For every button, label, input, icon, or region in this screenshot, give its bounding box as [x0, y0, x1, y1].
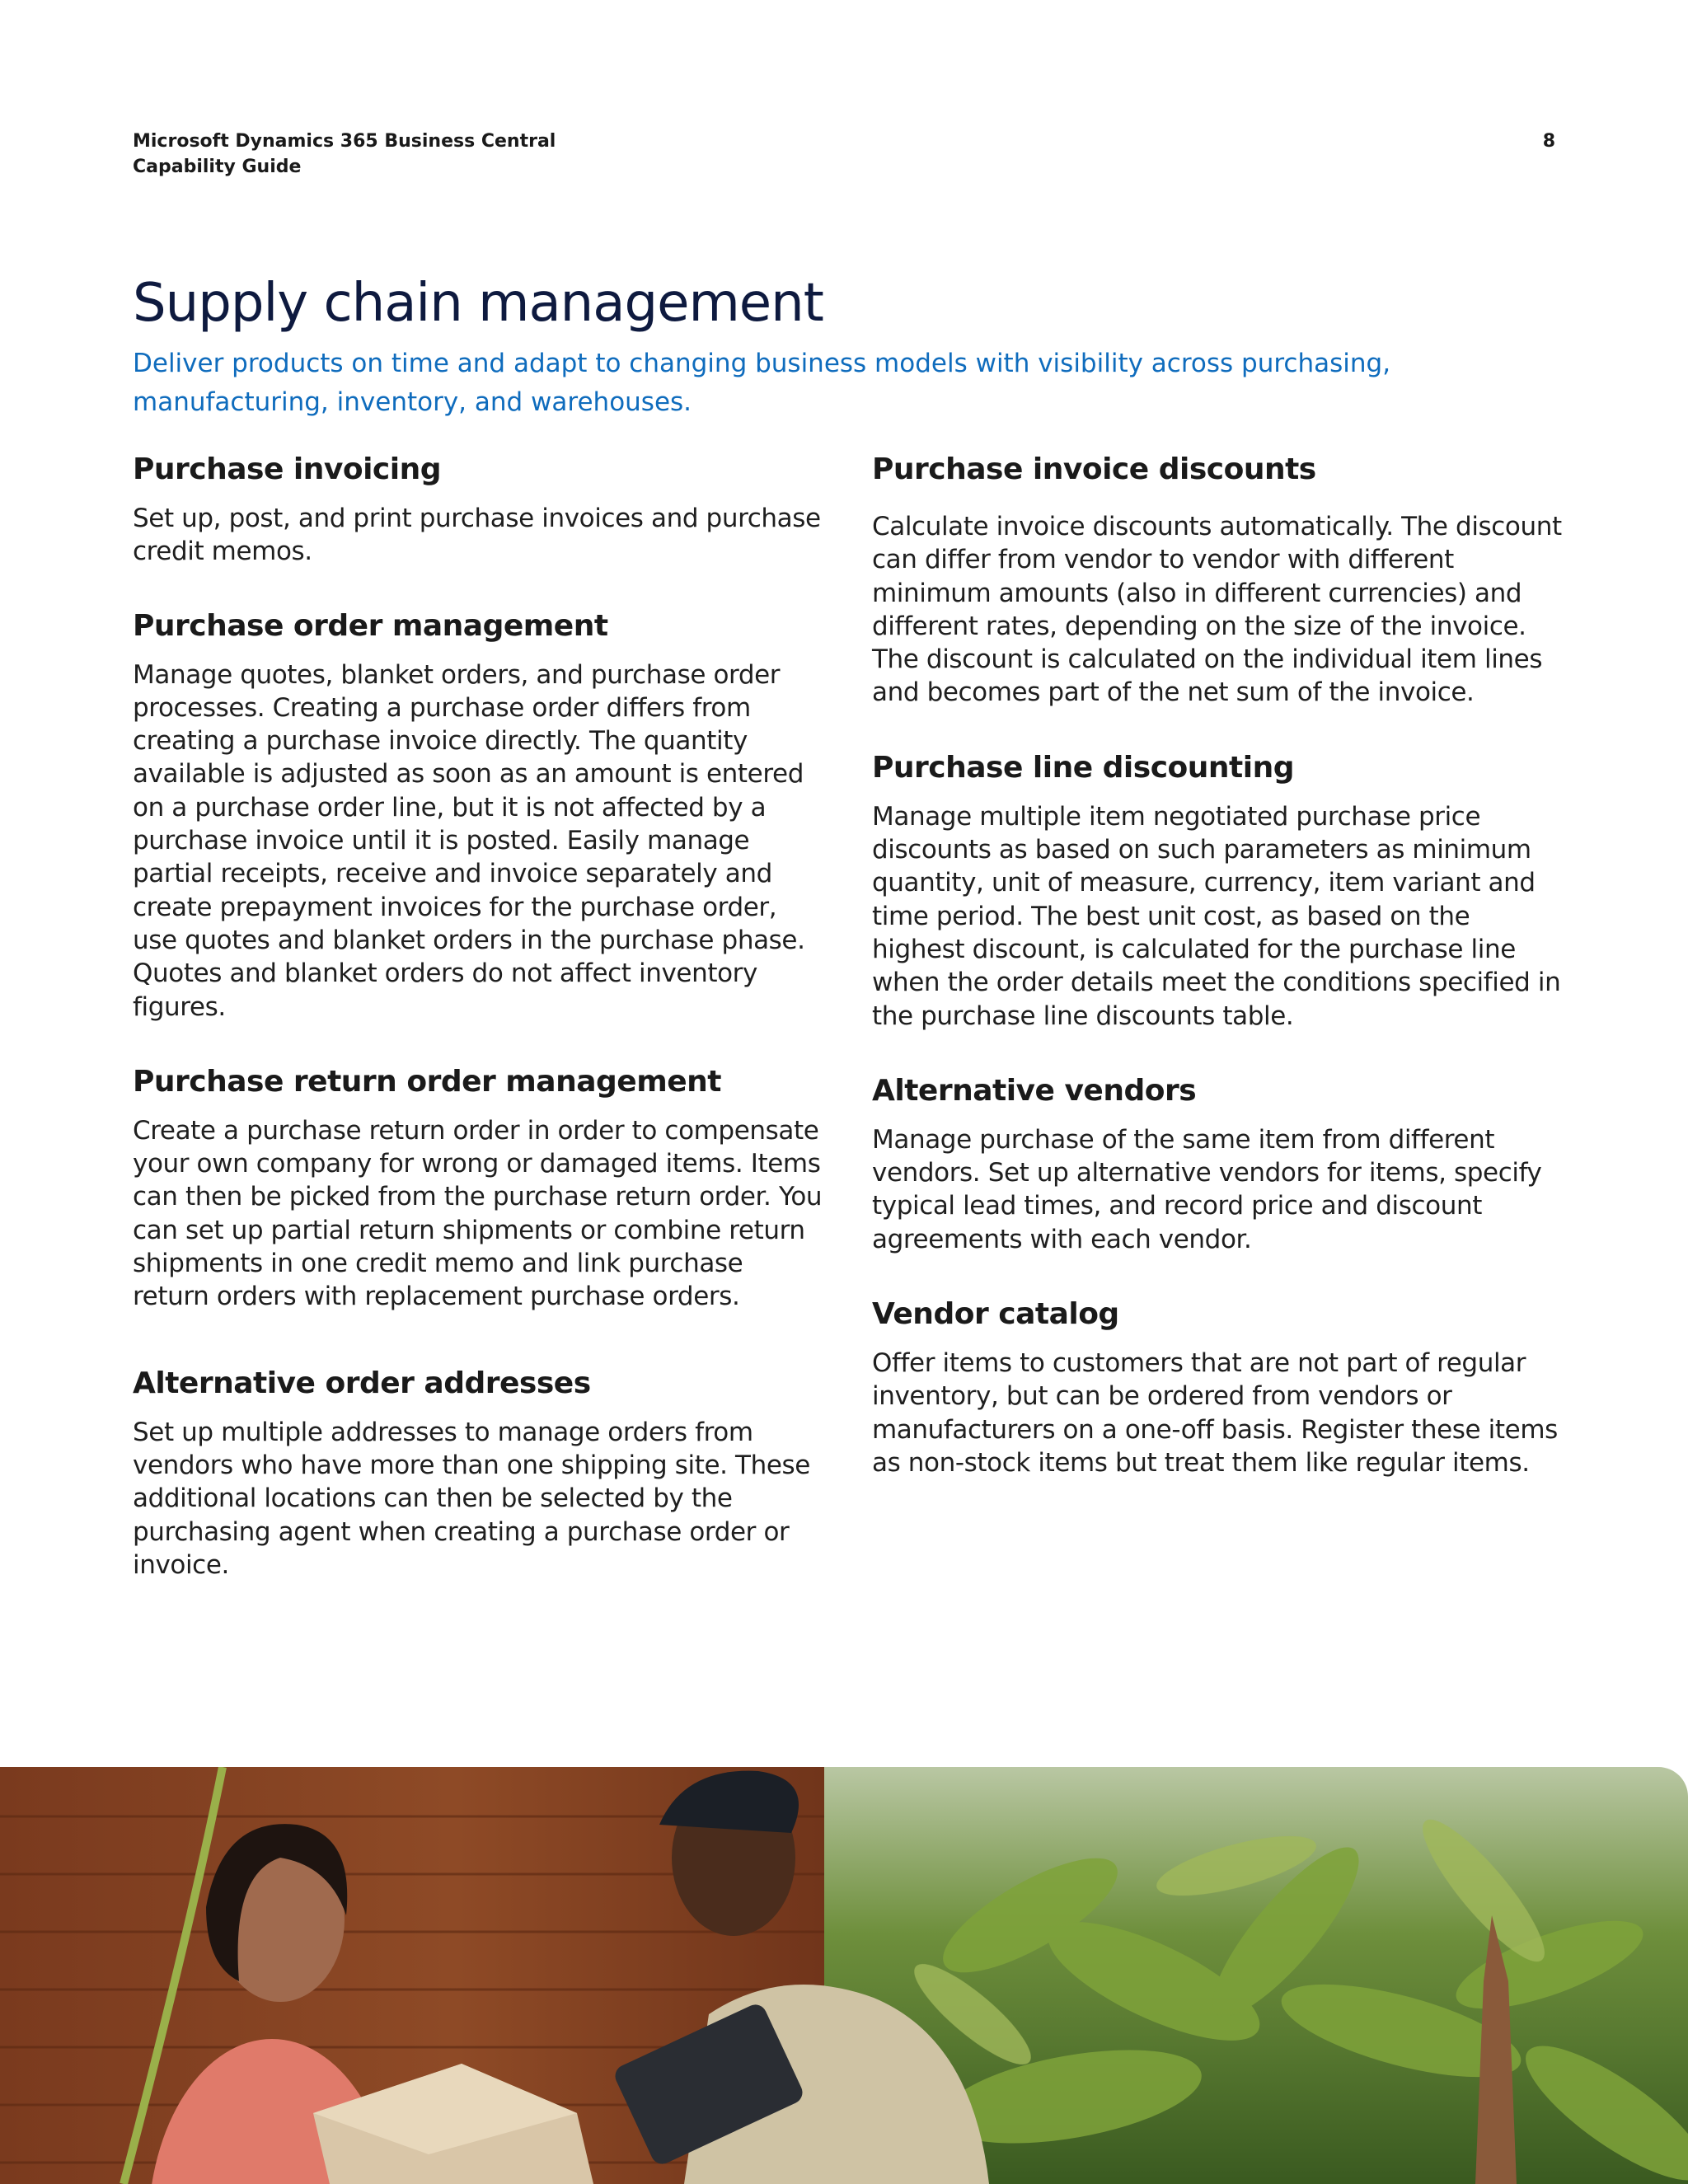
section-alternative-vendors: [872, 1071, 1564, 1256]
section-body: Set up multiple addresses to manage orders from vendors who have more than one shipping site. These additional locations can then be selected by the purchasing agent when creating a purchase order or invoice.: [133, 1417, 810, 1580]
section-purchase-invoicing: [133, 449, 825, 569]
section-alternative-order-addresses: [133, 1363, 825, 1582]
delivery-photo: [0, 1767, 1688, 2184]
section-heading: Alternative order addresses: [133, 1366, 591, 1400]
section-body: Calculate invoice discounts automatically. The discount can differ from vendor to vendor with different minimum amounts (also in different currencies) and different rates, depending on the size of the invoice. The discount is calculated on the individual item lines and becomes part of the net sum of the invoice.: [872, 512, 1562, 708]
section-heading: Purchase line discounting: [872, 750, 1294, 785]
document-title: Microsoft Dynamics 365 Business Central: [133, 131, 556, 152]
section-heading: Purchase invoice discounts: [872, 452, 1316, 486]
delivery-photo-illustration: [0, 1767, 1688, 2184]
section-body: Set up, post, and print purchase invoices and purchase credit memos.: [133, 504, 821, 567]
section-body: Create a purchase return order in order to compensate your own company for wrong or damaged items. Items can then be picked from the purchase return order. You can set up partial return shipments or combine return shipments in one credit memo and link purchase return orders with replacement purchase orders.: [133, 1115, 823, 1312]
section-purchase-invoice-discounts: [872, 449, 1564, 710]
section-purchase-order-management: [133, 606, 825, 1024]
section-heading: Vendor catalog: [872, 1297, 1119, 1332]
section-heading: Purchase invoicing: [133, 452, 441, 486]
section-vendor-catalog: [872, 1294, 1564, 1479]
page-subtitle: Deliver products on time and adapt to changing business models with visibility across purchasing, manufacturing, inventory, and warehouses.: [133, 349, 1391, 417]
document-subtitle: Capability Guide: [133, 157, 302, 177]
section-heading: Purchase order management: [133, 608, 608, 643]
right-column: [872, 449, 1564, 1479]
document-header: [133, 129, 1555, 180]
section-body: Offer items to customers that are not part of regular inventory, but can be ordered from vendors or manufacturers on a one-off basis. Register these items as non-stock items but treat them like regular items.: [872, 1348, 1558, 1478]
section-heading: Alternative vendors: [872, 1073, 1197, 1108]
section-heading: Purchase return order management: [133, 1064, 721, 1099]
left-column: [133, 449, 825, 1582]
section-purchase-return-order-management: [133, 1062, 825, 1314]
page-title: Supply chain management: [133, 273, 823, 334]
section-body: Manage quotes, blanket orders, and purchase order processes. Creating a purchase order differs from creating a purchase invoice directly. The quantity available is adjusted as soon as an amount is entered on a purchase order line, but it is not affected by a purchase invoice until it is posted. Easily manage partial receipts, receive and invoice separately and create prepayment invoices for the purchase order, use quotes and blanket orders in the purchase phase. Quotes and blanket orders do not affect inventory figures.: [133, 659, 805, 1022]
section-body: Manage multiple item negotiated purchase price discounts as based on such parameters as minimum quantity, unit of measure, currency, item variant and time period. The best unit cost, as based on the highest discount, is calculated for the purchase line when the order details meet the conditions specified in the purchase line discounts table.: [872, 801, 1561, 1031]
page-number: 8: [1542, 131, 1555, 152]
section-purchase-line-discounting: [872, 748, 1564, 1033]
section-body: Manage purchase of the same item from different vendors. Set up alternative vendors for items, specify typical lead times, and record price and discount agreements with each vendor.: [872, 1124, 1542, 1254]
